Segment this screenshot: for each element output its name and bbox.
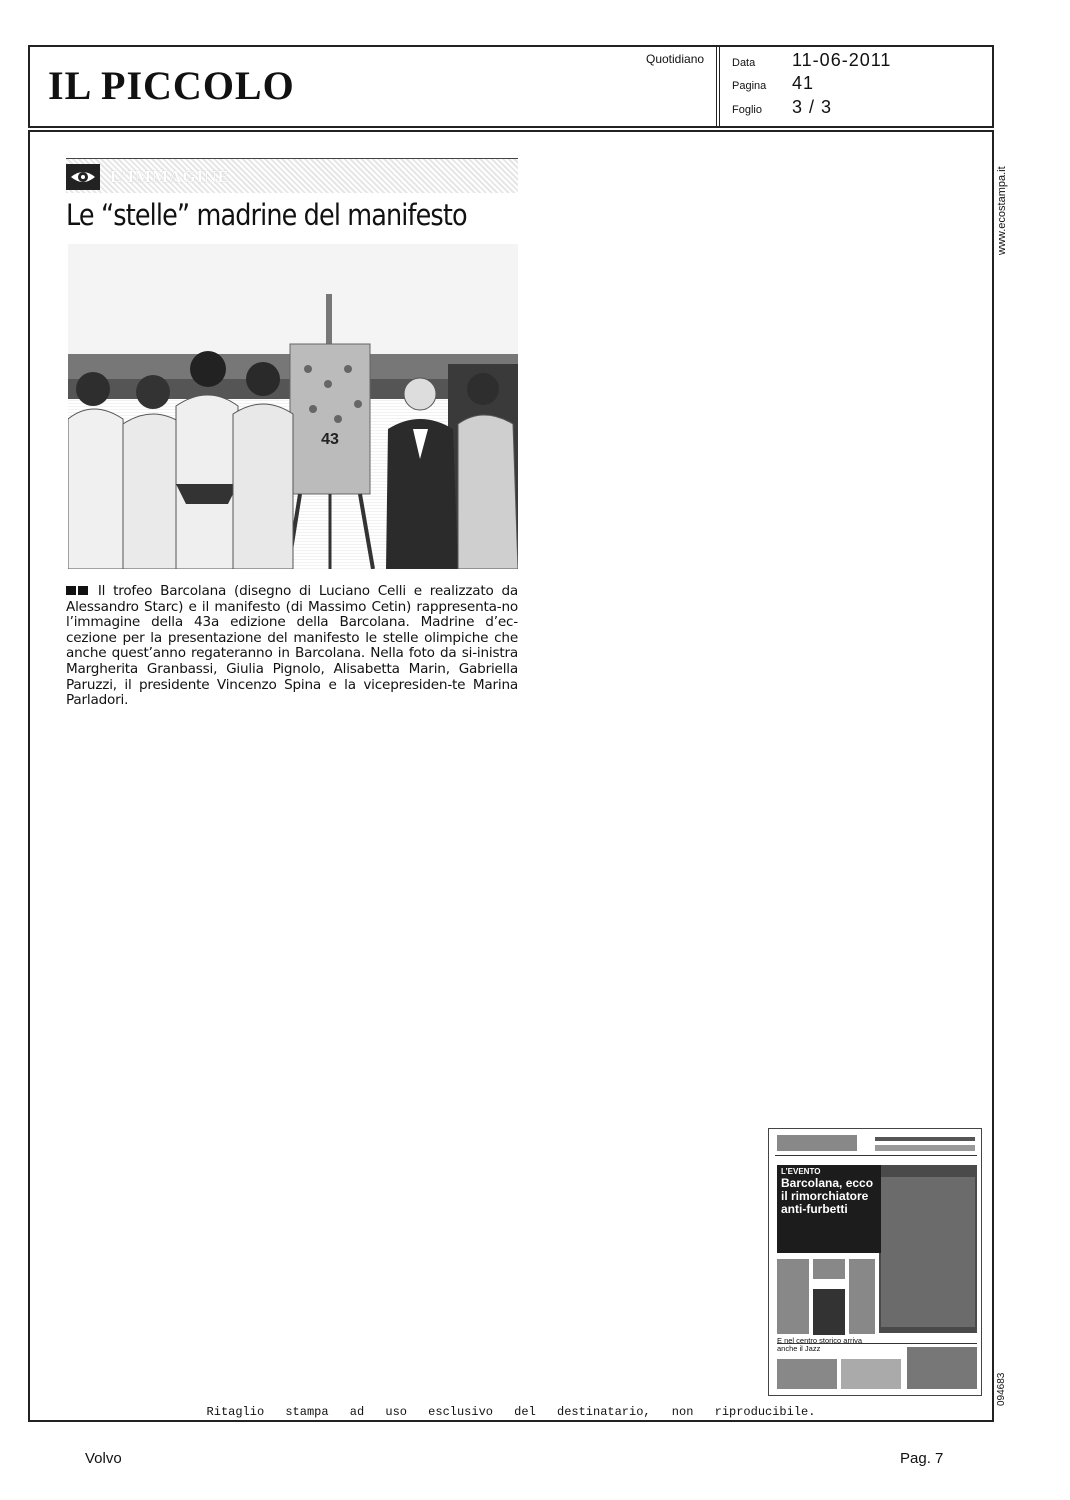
meta-date xyxy=(732,50,891,71)
masthead: IL PICCOLO xyxy=(48,63,295,108)
meta-sheet-label: Foglio xyxy=(732,104,762,116)
headline: Le “stelle” madrine del manifesto xyxy=(66,198,467,232)
meta-sheet-value: 3 / 3 xyxy=(792,97,833,117)
meta-page xyxy=(732,73,814,94)
meta-page-label: Pagina xyxy=(732,80,767,92)
meta-sheet xyxy=(732,97,832,118)
page-number: Pag. 7 xyxy=(900,1450,944,1467)
bullet-square-icon xyxy=(66,586,76,595)
article-photo xyxy=(68,244,518,569)
meta-date-value: 11-06-2011 xyxy=(792,50,892,70)
thumbnail-bottom-headline: E nel centro storico arriva anche il Jazz xyxy=(777,1336,863,1353)
page-thumbnail[interactable] xyxy=(768,1128,982,1396)
eye-icon xyxy=(66,164,100,190)
meta-date-label: Data xyxy=(732,57,756,69)
side-url-text: www.ecostampa.it xyxy=(996,166,1008,255)
client-name: Volvo xyxy=(85,1450,122,1467)
caption-text: Il trofeo Barcolana (disegno di Luciano Celli e realizzato da Alessandro Starc) e il manifesto (di Massimo Cetin) rappresenta-no l’immagine della 43a edizione della Barcolana. Madrine d’ec-cezione per la presentazione del manifesto le stelle olimpiche che anche quest’anno regateranno in Barcolana. Nella foto da si-inistra Margherita Granbassi, Giulia Pignolo, Alisabetta Marin, Gabriella Paruzzi, il presidente Vincenzo Spina e la vicepresiden-te Marina Parladori. xyxy=(66,583,518,709)
publication-type: Quotidiano xyxy=(646,52,705,66)
poster-number: 43 xyxy=(321,431,339,448)
photo-caption xyxy=(66,584,518,709)
side-code-text: 094683 xyxy=(996,1372,1007,1406)
side-url xyxy=(990,150,1020,260)
side-code xyxy=(990,1360,1020,1410)
section-label: L’IMMAGINE xyxy=(110,167,230,186)
thumbnail-title: Barcolana, ecco il rimorchiatore anti-furbetti xyxy=(781,1176,874,1216)
reproduction-note: Ritaglio stampa ad uso esclusivo del destinatario, non riproducibile. xyxy=(206,1405,816,1419)
meta-page-value: 41 xyxy=(792,73,815,93)
thumbnail-kicker: L’EVENTO xyxy=(781,1167,821,1176)
bullet-square-icon xyxy=(78,586,88,595)
